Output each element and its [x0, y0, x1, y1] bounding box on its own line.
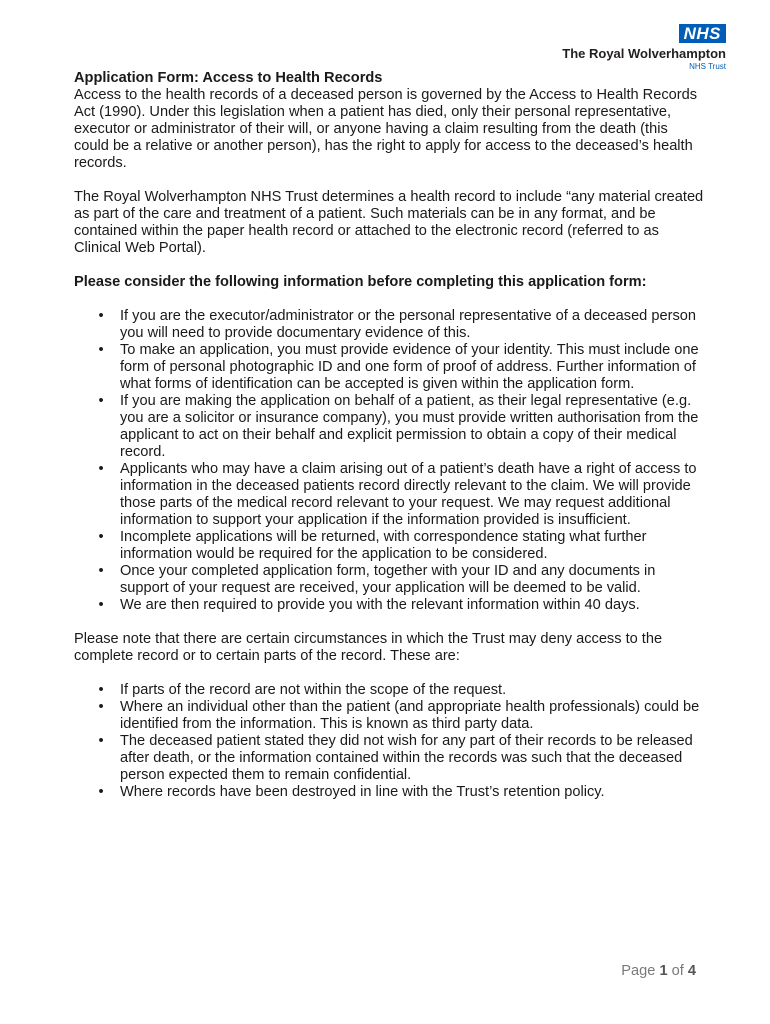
- bullet-icon: •: [98, 597, 104, 613]
- definition-paragraph: The Royal Wolverhampton NHS Trust determines a health record to include “any material created as part of the care and treatment of a patient. Such materials can be in any format, and be contained within the paper health record or attached to the electronic record (referred to as Clinical Web Portal).: [74, 189, 704, 256]
- bullet-icon: •: [98, 682, 104, 698]
- trust-subtitle: NHS Trust: [689, 62, 726, 71]
- deny-intro-paragraph: Please note that there are certain circumstances in which the Trust may deny access to the complete record or to certain parts of the record. These are:: [74, 631, 663, 664]
- consider-heading: Please consider the following information before completing this application form:: [74, 274, 647, 290]
- list-item: • If you are the executor/administrator or the personal representative of a deceased person you will need to provide documentary evidence of this.: [74, 308, 704, 342]
- page-current: 1: [659, 963, 668, 979]
- page-total: 4: [687, 963, 696, 979]
- deny-list: [74, 682, 704, 801]
- bullet-icon: •: [98, 699, 104, 715]
- list-item: • Incomplete applications will be returned, with correspondence stating what further information would be required for the application to be considered.: [74, 529, 704, 563]
- list-item: • To make an application, you must provide evidence of your identity. This must include one form of personal photographic ID and one form of proof of address. Further information of what forms of identification can be accepted is given within the application form.: [74, 342, 704, 393]
- bullet-icon: •: [98, 784, 104, 800]
- page-number: Page 1 of 4: [621, 963, 696, 979]
- list-item: • If parts of the record are not within the scope of the request.: [74, 682, 704, 699]
- bullet-icon: •: [98, 733, 104, 749]
- trust-name: The Royal Wolverhampton: [562, 46, 726, 61]
- document-body: [74, 68, 704, 818]
- list-item: • We are then required to provide you with the relevant information within 40 days.: [74, 597, 704, 614]
- list-item: • Where records have been destroyed in line with the Trust’s retention policy.: [74, 784, 704, 801]
- bullet-icon: •: [98, 461, 104, 477]
- intro-paragraph: Access to the health records of a deceased person is governed by the Access to Health Records Act (1990). Under this legislation when a patient has died, only their personal representative, executor or administrator of their will, or anyone having a claim resulting from the death (this could be a relative or another person), has the right to apply for access to the deceased’s health records.: [74, 87, 698, 171]
- bullet-icon: •: [98, 308, 104, 324]
- document-title: Application Form: Access to Health Records: [74, 70, 383, 86]
- nhs-logo-badge: NHS: [679, 24, 726, 43]
- consider-list: [74, 308, 704, 614]
- bullet-icon: •: [98, 342, 104, 358]
- bullet-icon: •: [98, 563, 104, 579]
- list-item: • Once your completed application form, together with your ID and any documents in support of your request are received, your application will be deemed to be valid.: [74, 563, 704, 597]
- bullet-icon: •: [98, 529, 104, 545]
- bullet-icon: •: [98, 393, 104, 409]
- list-item: • Applicants who may have a claim arising out of a patient’s death have a right of access to information in the deceased patients record directly relevant to the claim. We will provide those parts of the medical record relevant to your request. We may request additional information to support your application if the information provided is insufficient.: [74, 461, 704, 529]
- list-item: • Where an individual other than the patient (and appropriate health professionals) could be identified from the information. This is known as third party data.: [74, 699, 704, 733]
- list-item: • The deceased patient stated they did not wish for any part of their records to be released after death, or the information contained within the records was such that the deceased person expected them to remain confidential.: [74, 733, 704, 784]
- nhs-trust-logo: [526, 24, 726, 70]
- list-item: • If you are making the application on behalf of a patient, as their legal representative (e.g. you are a solicitor or insurance company), you must provide written authorisation from the applicant to act on their behalf and explicit permission to obtain a copy of their medical record.: [74, 393, 704, 461]
